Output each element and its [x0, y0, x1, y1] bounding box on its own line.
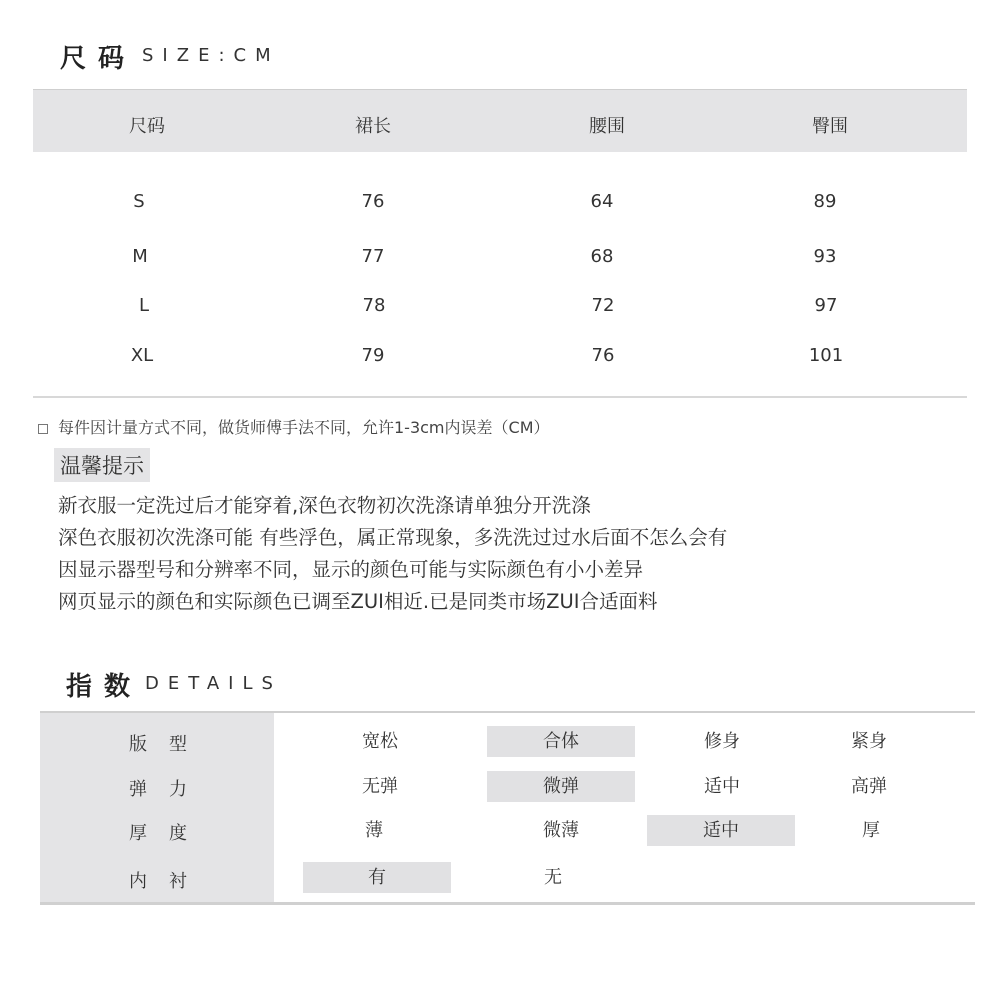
size-section-subtitle: SIZE:CM	[142, 45, 280, 66]
size-cell: 64	[590, 191, 614, 212]
size-cell: 97	[814, 295, 838, 316]
option-slight-stretch-selected: 微弹	[487, 771, 635, 802]
details-label-lining: 内衬	[129, 871, 209, 892]
option-medium-thickness-selected: 适中	[647, 815, 795, 846]
size-cell: M	[132, 246, 148, 267]
size-cell: 78	[362, 295, 386, 316]
option-thin: 薄	[365, 820, 383, 841]
size-header-length: 裙长	[355, 116, 391, 137]
details-section-title: 指数	[66, 672, 143, 702]
size-table-bottom-divider	[33, 396, 967, 398]
option-regular-selected: 合体	[487, 726, 635, 757]
tip-line: 深色衣服初次洗涤可能 有些浮色，属正常现象，多洗洗过过水后面不怎么会有	[58, 526, 728, 549]
size-cell: 76	[361, 191, 385, 212]
option-no-stretch: 无弹	[362, 776, 398, 797]
size-cell: 101	[808, 345, 844, 366]
option-unlined: 无	[544, 867, 562, 888]
size-header-hip: 臀围	[812, 116, 848, 137]
size-section-title: 尺码	[60, 44, 137, 74]
tip-line: 因显示器型号和分辨率不同，显示的颜色可能与实际颜色有小小差异	[58, 558, 644, 581]
size-cell: 77	[361, 246, 385, 267]
details-table-bottom-divider	[40, 902, 975, 905]
tips-label: 温馨提示	[54, 448, 150, 482]
measurement-note-text: 每件因计量方式不同，做货师傅手法不同，允许1-3cm内误差（CM）	[58, 418, 550, 437]
size-cell: 89	[813, 191, 837, 212]
details-label-elasticity: 弹力	[129, 779, 209, 800]
measurement-note	[38, 415, 550, 438]
size-cell: 79	[361, 345, 385, 366]
size-cell: S	[133, 191, 145, 212]
option-slim: 修身	[704, 731, 740, 752]
option-tight: 紧身	[851, 731, 887, 752]
size-cell: 93	[813, 246, 837, 267]
option-slightly-thin: 微薄	[543, 820, 579, 841]
size-header-size: 尺码	[129, 116, 165, 137]
option-loose: 宽松	[362, 731, 398, 752]
details-label-thickness: 厚度	[129, 823, 209, 844]
option-thick: 厚	[862, 820, 880, 841]
size-cell: 72	[591, 295, 615, 316]
size-cell: L	[138, 295, 150, 316]
tip-line: 网页显示的颜色和实际颜色已调至ZUI相近.已是同类市场ZUI合适面料	[58, 590, 658, 613]
size-header-waist: 腰围	[589, 116, 625, 137]
tip-line: 新衣服一定洗过后才能穿着,深色衣物初次洗涤请单独分开洗涤	[58, 494, 591, 517]
bullet-square-icon	[38, 424, 48, 434]
size-cell: XL	[130, 345, 154, 366]
details-label-fit: 版型	[129, 734, 209, 755]
details-section-subtitle: DETAILS	[145, 673, 282, 694]
size-cell: 76	[591, 345, 615, 366]
option-high-stretch: 高弹	[851, 776, 887, 797]
option-medium-stretch: 适中	[704, 776, 740, 797]
option-lined-selected: 有	[303, 862, 451, 893]
size-cell: 68	[590, 246, 614, 267]
